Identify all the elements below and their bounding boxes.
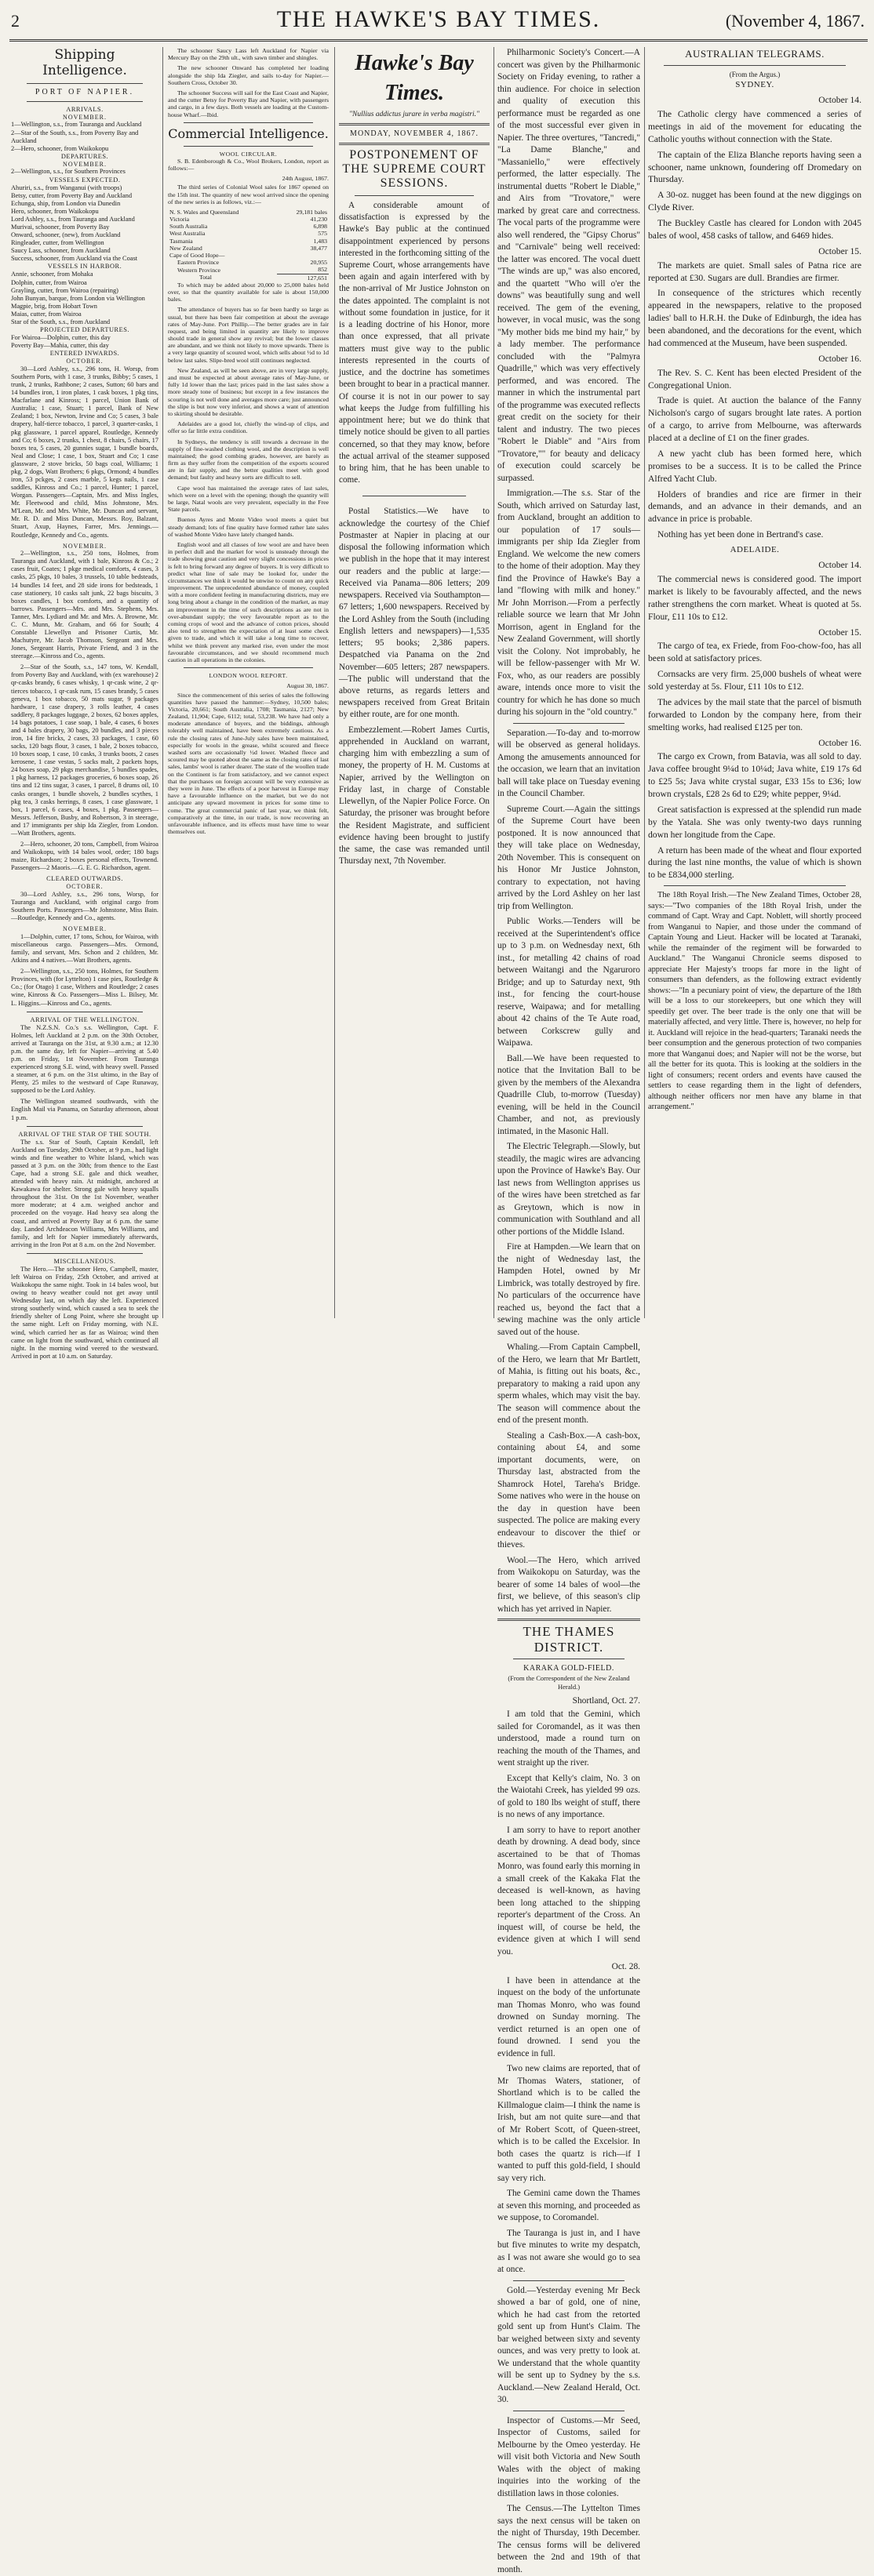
wool-paragraph: Cape wool has maintained the average rates of last sales, which were on a level with the opening; though the quantity will be large, Natal wools are very prevalent, especially in the Free State parcels. <box>168 484 329 514</box>
news-item: Philharmonic Society's Concert.—A concert was given by the Philharmonic Society on Friday evening, to rather a thin audience. For choice in selection and quality of execution this performance must be regarded as one of the most successful ever given in Napier. The three overtures, "Tancredi," "La Dame Blanche," and "Massaniello," were effectively performed, the latter especially. The instrumental duetts "Robert le Diable," and Airs from "Trovatore," were marked by great care and correctness. The vocal parts of the programme were also well rendered, the "Gipsy Chorus" and "Carnivale" being well received: the latter was encored. The vocal duett "The winds are up," was also encored, and the quartett "Who will o'er the downs" was beautifully sung and well received. The gem of the evening, however, in vocal music, was the song "My mother bids me bind my hair," by a lady member. The performance concluded with the "Palmyra Quadrille," which was very effectively performed, and was encored. The manner in which the instrumental part of the programme was executed reflects great credit on the society for their talent and industry. The two pieces "Robert le Diable" and "Airs from "Trovatore,"" for beauty and delicacy of execution could scarcely be surpassed. <box>497 48 640 483</box>
projected-line: For Wairoa—Dolphin, cutter, this day <box>11 334 111 342</box>
table-cell: 41,230 <box>310 216 327 223</box>
expected-heading: VESSELS EXPECTED. <box>49 176 121 183</box>
table-row <box>168 238 329 245</box>
sydney-heading: SYDNEY. <box>735 80 774 90</box>
section-title-shipping: Shipping Intelligence. <box>42 47 127 79</box>
adelaide-heading: ADELAIDE. <box>730 545 780 555</box>
column-telegrams <box>648 47 861 1318</box>
page-number: 2 <box>11 11 20 31</box>
cleared-paragraph: 30—Lord Ashley, s.s., 296 tons, Worsp, for Tauranga and Auckland, with original cargo from Southern Ports. Passengers—Mr Johnstone, Miss Bain.—Routledge, Kennedy and Co., agents. <box>11 891 158 922</box>
telegram-date: October 15. <box>818 627 861 638</box>
karaka-date: Shortland, Oct. 27. <box>572 1695 640 1706</box>
column-rule <box>162 47 163 1318</box>
telegram-item: The Buckley Castle has cleared for London with 2045 bales of wool, 458 casks of tallow, and 6469 hides. <box>648 218 861 241</box>
table-cell: West Australia <box>169 230 206 238</box>
arrival-star-text: The s.s. Star of South, Captain Kendall, left Auckland on Tuesday, 29th October, at 9 p.m., had light winds and fine weather to White Island, which was passed at 3 p.m. on the 30th; from thence to the East Cape, had a strong S.E. gale and thick weather, attended with heavy rain. At midnight, anchored at Kawakawa for shelter. Strong gale with heavy squalls throughout the 31st. On the 1st November, weather more moderate; at 4 a.m. weighed anchor and proceeded on the voyage. Had heavy sea along the coast, and arrived at Poverty Bay at 6 p.m. the same day. Landed Archdeacon Williams, Mrs Williams, and family, and left for Napier immediately afterwards, arriving in the Iron Pot at 8 a.m. on the 2nd November. <box>11 1138 158 1248</box>
table-cell <box>277 252 329 259</box>
telegram-item: The cargo of tea, ex Friede, from Foo-chow-foo, has all been sold at satisfactory prices. <box>648 641 861 664</box>
divider <box>27 1253 143 1254</box>
news-item: Public Works.—Tenders will be received at the Superintendent's office up to 3 p.m. on Wednesday next, 6th inst., for metalling 42 chains of road between Waitangi and the Ngaruroro Bridge; and up to Saturday next, 9th inst., for fencing the court-house reserve, Waipawa; and for metalling about 42 chains of the Te Aute road, between Corkscrew gully and Waipawa. <box>497 917 640 1048</box>
news-item: Immigration.—The s.s. Star of the South, which arrived on Saturday last, from Auckland, brought an addition to our population of 17 souls—immigrants per ship Ida Ziegler from England. We welcome the new comers to the home of their adoption. May they find the Province of Hawke's Bay a land "flowing with milk and honey." Mr John Morrison.—From a perfectly reliable source we learn that Mr John Morrison, agent in England for the New Zealand Government, will shortly visit the Colony. Not improbably, he will be fellow-passenger with Mr W. Fox, who, as our readers are possibly aware, intends once more to visit the country for which he has done so much during his sojourn in the "old country." <box>497 489 640 717</box>
telegram-date: October 14. <box>818 95 861 106</box>
projected-line: Poverty Bay—Mahia, cutter, this day <box>11 342 109 350</box>
entered-heading: ENTERED INWARDS. <box>49 350 120 358</box>
wool-paragraph: To which may be added about 20,000 to 25,000 bales held over, so that the quantity available for sale is about 150,000 bales. <box>168 281 329 303</box>
entered-paragraph: 2—Hero, schooner, 20 tons, Campbell, from Wairoa and Waikokopu, with 14 bales wool, order; 180 bags maize, Richardson; 2 boxes personal effects, Townend. Passengers—2 Maoris.—G. E. G. Richardson, agent. <box>11 841 158 872</box>
thames-district-heading: THE THAMES DISTRICT. <box>523 1624 615 1655</box>
telegram-item: The Rev. S. C. Kent has been elected President of the Congregational Union. <box>648 367 861 391</box>
table-cell: Eastern Province <box>177 259 220 267</box>
table-cell: 1,483 <box>313 237 327 245</box>
lead-article-heading: POSTPONEMENT OF THE SUPREME COURT SESSIONS. <box>342 147 486 191</box>
telegram-item: Great satisfaction is expressed at the splendid run made by the Yatala. She was only twenty-two days running down her longitude from the Cape. <box>648 804 861 840</box>
expected-line: Echunga, ship, from London via Dunedin <box>11 199 121 207</box>
harbor-heading: VESSELS IN HARBOR. <box>47 263 122 271</box>
telegram-item: In consequence of the strictures which recently appeared in the newspapers, relative to the proposed ladies' ball to H.R.H. the Duke of Edinburgh, the idea has been abandoned, and the decorations for the event, which had commenced at the Museum, have been suspended. <box>648 288 861 348</box>
arrival-wellington-heading: ARRIVAL OF THE WELLINGTON. <box>30 1016 140 1023</box>
entered-paragraph: 2—Wellington, s.s., 250 tons, Holmes, from Tauranga and Auckland, with 1 bale, Kinross & Co.; 2 cases fruit, Coates; 1 pkge medical comforts, 4 cases, 3 casks, 25 pkgs, 10 bales, 3 trussels, 10 table bedsteads, 14 bundles 14 feet, and 28 side irons for bedsteads, 1 case stationery, 10 casks salt junk, 22 bags biscuits, 3 boxes candles, 1 box comforts, and a quantity of barrows. Passengers—Mrs. and Mrs. Stephens, Mrs. Tanner, Mrs. Lydiard and Mr. and Mrs. A. Browne, Mr. C. C. Munn, Mr. Graham, and 66 for South; 4 Constable Llewellyn and Prisoner Curtis, Mr. Machutyre, Mr. Jacob Thomson, Sergeant and Mrs. Jones, Sergeant Harris, Private Friend, and 3 in the steerage.—Kinross and Co., agents. <box>11 550 158 660</box>
table-row <box>168 223 329 230</box>
cleared-month: OCTOBER. <box>66 883 104 891</box>
entered-paragraph: 30—Lord Ashley, s.s., 296 tons, H. Worsp, from Southern Ports, with 1 case, 3 trunks, Bibby; 5 cases, 1 trunk, 2 trunks, Rathbone; 2 cases, Sutton; 60 bars and 14 bundles iron, 1 iron plates, 1 cask boxes, 1 pkg tins, Macfarlane and Kinross; 1 parcel, Union Bank of Australia; 1 case, Stuart; 1 parcel, Bank of New Zealand; 1 box, Newton, Irvine and Co; 5 cases, 3 bale drapery, half-tierce tobacco, 1 parcel, 3 quarter-casks, 1 pkg glassware, 1 parcel apparel, Routledge, Kennedy and Co; 6 boxes, 2 trunks, 1 chest, 8 chairs, 5 chairs, 17 boxes tea, 5 cases, 20 gunnies sugar, 1 bundle boards, Neal and Close; 1 case, 1 box, Stuart and Co; 1 case glassware, 2 stove bricks, 50 bags coal, Williams; 1 pkg, 2 dogs, Watt Brothers; 6 pkgs, Ormond; 4 bundles iron, 53 pckges, 2 cases marble, 5 kegs nails, 1 case saddles, Kinross and Co.; 1 parcel, Hunter; 1 parcel, Worgan. Passengers—Captain, Mrs. and Miss Ingles, Mr. Fleetwood and child, Miss Johnstone, Mrs. M'Lean, Mr. and Mrs. White, Mr. Duncan and servant, Mr. R. D. and Miss Duncan, Messrs. Roy, Balzant, Stuart, Axup, Haynes, Farrer, Mrs. Jennings.—Routledge, Kennedy and Co., agents. <box>11 365 158 539</box>
cleared-month: NOVEMBER. <box>63 925 107 933</box>
wool-paragraph: Buenos Ayres and Monte Video wool meets a quiet but steady demand; lots of fine quality have formed rather late sales of washed Monte Video have lately changed hands. <box>168 516 329 538</box>
karaka-text: I am sorry to have to report another death by drowning. A dead body, since ascertained to be that of Thomas Monro, was found early this morning in a small creek of the Kakaka Flat the deceased is well-known, as having been long attached to the shipping reporter's department of the Cross. An inquest will, of course be held, the evidence given at which I will send you. <box>497 1825 640 1957</box>
news-item: Inspector of Customs.—Mr Seed, Inspector of Customs, sailed for Melbourne by the Omeo yesterday. He will visit both Victoria and New South Wales with the object of making inquiries into the working of the distillation laws in those colonies. <box>497 2415 640 2498</box>
news-item: Ball.—We have been requested to notice that the Invitation Ball to be given by the members of the Alexandra Quadrille Club, to-morrow (Tuesday) evening, will be held in the Council Chamber, and not, as previously intimated, in the Masonic Hall. <box>497 1053 640 1136</box>
wool-table <box>168 209 329 282</box>
expected-line: Hero, schooner, from Waikokopu <box>11 207 99 215</box>
wool-paragraph: Adelaides are a good lot, chiefly the wind-up of clips, and offer so far little extra condition. <box>168 420 329 435</box>
expected-line: Murivai, schooner, from Poverty Bay <box>11 223 110 231</box>
news-item: Whaling.—From Captain Campbell, of the Hero, we learn that Mr Bartlett, of Mahia, is fitting out his boats, &c., preparatory to making a raid upon any sperm whales, which may visit the bay. The season will commence about the end of the present month. <box>497 1342 640 1425</box>
harbor-line: Annie, schooner, from Mohaka <box>11 271 93 278</box>
divider <box>513 2280 625 2281</box>
table-row <box>168 252 329 259</box>
lead-article-text: A considerable amount of dissatisfaction is expressed by the Hawke's Bay public at the continued disappointment experienced by persons interested in the forthcoming sitting of the Supreme Court, whose arrangements have been again and again interfered with by the non-arrival of Mr Justice Johnston on the dates appointed. The complaint is not without some foundation in justice, for it is a leading doctrine of his Honor, more than once expressed, that all private matters must give way to the public interests represented in the courts of justice, and the doctrine has sometimes been brought to bear in a practical manner. Of course it is not in our power to say what keeps the Judge from fulfilling his appointment here; but we do think that timely notice should be given to all parties concerned, so that they may know, before the actual arrival of the steamer supposed to bring him, that he has been unable to come. <box>339 200 490 485</box>
arrival-wellington-text: The N.Z.S.N. Co.'s s.s. Wellington, Capt. F. Holmes, left Auckland at 2 p.m. on the 30th October, arrived at Tauranga on the 31st, at 9.30 a.m.; at 12.30 p.m. the same day, left for Napier—arriving at 5.40 p.m. on Friday, 1st November. From Tauranga experienced strong S.E. wind, with heavy swell. Passed a steamer, at 6 p.m. on the 31st ultimo, in the Bay of Plenty, 25 miles to the westward of Cape Runaway, supposed to be the Lord Ashley. <box>11 1023 158 1095</box>
table-cell: N. S. Wales and Queensland <box>169 208 239 216</box>
table-cell: Total <box>199 274 212 282</box>
column-rule <box>493 47 494 1318</box>
arrival-line: 2—Hero, schooner, from Waikokopu <box>11 144 109 152</box>
table-row <box>168 216 329 223</box>
expected-line: Lord Ashley, s.s., from Tauranga and Auckland <box>11 215 135 223</box>
karaka-date: Oct. 28. <box>611 1962 640 1972</box>
news-item: The Census.—The Lyttelton Times says the next census will be taken on the night of Thursday, 19th December. The census forms will be delivered between the 2nd and 19th of that month. <box>497 2504 640 2574</box>
shipping-note: The schooner Success will sail for the East Coast and Napier, and the cutter Betsy for Poverty Bay and Napier, with passengers and cargo, in a few days. Both vessels are loading at the Custom-house Wharf.—Ibid. <box>168 89 329 118</box>
table-cell: South Australia <box>169 223 208 231</box>
karaka-text: Except that Kelly's claim, No. 3 on the Waiotahi Creek, has yielded 99 ozs. of gold to 180 lbs weight of stuff, there is no news of any importance. <box>497 1773 640 1820</box>
column-rule <box>644 47 645 1318</box>
wool-paragraph: The attendance of buyers has so far been hardly so large as usual, but there has been fair competition at about the average rates of May-June. Port Phillip.—The better grades are in fair request, and being limited in quantity are likely to improve should trade in general show any revival; but the lower classes are abundant, and we think not likely to move upwards. There is a very large quantity of scoured wool, which sells about ½d to 1d below last sales. Slipe-bred wool still continues neglected. <box>168 306 329 364</box>
karaka-text: The Tauranga is just in, and I have but five minutes to write my despatch, as I was not aware she would go to sea at once. <box>497 2228 640 2275</box>
embezzlement-text: Embezzlement.—Robert James Curtis, apprehended in Auckland on warrant, charging him with embezzling a sum of money, the property of H. M. Customs at Napier, arrived by the Wellington on Friday last, in charge of Constable Llewellyn, of the Napier Police Force. On Saturday, the prisoner was brought before the Resident Magistrate, and sufficient evidence having been brought to justify the same, the case was remanded until Thursday next, 7th November. <box>339 725 490 867</box>
section-title-commercial: Commercial Intelligence. <box>168 125 329 141</box>
arrival-line: 2—Star of the South, s.s., from Poverty Bay and Auckland <box>11 129 139 144</box>
telegram-item: Holders of brandies and rice are firmer in their demands, and an advance in their demands, and an advance in price is probable. <box>648 489 861 525</box>
divider <box>497 1619 640 1621</box>
harbor-line: Maias, cutter, from Wairoa <box>11 310 82 318</box>
news-item: Fire at Hampden.—We learn that on the night of Wednesday last, the Hampden Hotel, owned by Mr Limbrick, was totally destroyed by fire. No particulars of the occurrence have reached us, beyond the fact that a sewing machine was the only article saved out of the house. <box>497 1242 640 1337</box>
harbor-line: Grayling, cutter, from Wairoa (repairing) <box>11 286 118 294</box>
masthead-motto: "Nullius addictus jurare in verba magistri." <box>349 111 479 119</box>
divider <box>27 83 143 84</box>
telegram-item: The cargo ex Crown, from Batavia, was all sold to day. Java coffee brought 9¼d to 10¼d; Java white, £19 17s 6d to £25 5s; Java white crystal sugar, £33 15s to £36; low brown crystals, £28 2s 6d to £29; white pepper, 9¼d. <box>648 751 861 799</box>
wool-paragraph: New Zealand, as will be seen above, are in very large supply, and must be expected at about average rates of May-June, or fully 1d lower than the last; prices paid in the last sales show a more steady tone of business; but except in a few instances the scouring is not well done and averages more care; just announced the slipe is but now very inferior, and shows a want of attention to skirting should be desirable. <box>168 366 329 417</box>
royal-irish-article: The 18th Royal Irish.—The New Zealand Times, October 28, says:—"Two companies of the 18th Royal Irish, under the command of Capt. Wray and Capt. Noblett, will shortly proceed from Wanganui to Napier, and those under the command of Captain Young and Lieut. Hacker will be located at Taranaki, while the remainder of the regiment will be forwarded to Auckland." The Wanganui Chronicle seems disposed to appreciate Her Majesty's troops far more in the light of consumers than defenders, as the following extract evidently shows:—"In a pecuniary point of view, the departure of the 18th will be a loss to our storekeepers, but one which they will speedily get over. The beer trade is the only one that will be materially affected, and very little. There is, however, no help for it. Auckland will rejoice in the head-quarters; Taranaki needs the beer consumption and the generous protection of two companies more that Wanganui does; and Napier will not be the worse, but all the better for its quota. This is looking at the soldiers in the light of consumers; recent orders and events have caused the settlers to cease regarding them in the light of defenders, although neither officers nor men have any blame in that arrangement." <box>648 891 861 1112</box>
karaka-heading: KARAKA GOLD-FIELD. <box>523 1664 614 1673</box>
expected-line: Success, schooner, from Auckland via the Coast <box>11 255 138 263</box>
column-editorial <box>339 47 490 1318</box>
wool-circular-source: S. B. Edenborough & Co., Wool Brokers, London, report as follows:— <box>168 157 329 172</box>
london-wool-report-date: August 30, 1867. <box>286 682 329 690</box>
postal-statistics-text: Postal Statistics.—We have to acknowledge the courtesy of the Chief Postmaster at Napier in placing at our disposal the following information which we publish in the hope that it may interest our readers and the public at large:—Received via Panama—806 letters; 209 newspapers. Received via Southampton—67 letters; 1,600 newspapers. Received by the Lord Ashley from the South (including English letters and newspapers)—1,535 letters; 95 books; 2,386 papers. Despatched via Panama on the 2nd November—605 letters; 287 newspapers.—The public will understand that the above returns, as regards letters and newspapers received from Great Britain by either route, are for one month. <box>339 507 490 720</box>
entered-paragraph: 2—Star of the South, s.s., 147 tons, W. Kendall, from Poverty Bay and Auckland, with (ex warehouse) 2 qr-casks brandy, 6 cases whisky, 1 qr-cask wine, 2 qr-tierces tobacco, 1 qr-cask rum, 15 cases brandy, 5 cases geneva, 1 box tobacco, 50 mats sugar, 9 packages hardware, 1 case drapery, 3 rolls leather, 4 cases saddlery, 8 packages luggage, 2 boxes, 62 boxes apples, 14 bags potatoes, 1 case soap, 1 bale, 4 cases, 6 boxes and 4 bales drapery, 30 bags, 20 bundles, and 3 pieces iron, 14 fire bricks, 2 cases, 33 packages, 1 case, 60 sacks, 120 bags flour, 3 cases, 1 bale, 2 boxes tobacco, 10 boxes soap, 1 case, 10 casks, 3 trunks boots, 2 cases kerosene, 1 case vestas, 5 sacks malt, 2 packets hops, 24 boxes soap, 29 pkgs merchandise, 5 bundles spades, 1 pkg harness, 12 packages groceries, 6 boxes soap, 26 tins and 12 tins sugar, 3 cases, 1 parcel, 8 drums oil, 10 casks oranges, 1 bundle shovels, 2 bundles scythes, 1 pkg tea, 3 casks herrings, 8 cases, 1 case glassware, 1 box, 1 parcel, 6 cases, 4 boxes, 1 pkg. Passengers—Messrs. Jefferson, Busby, and Robertson, 3 in steerage, and 17 immigrants per ship Ida Ziegler, from London.—Watt Brothers, agents. <box>11 663 158 837</box>
table-cell: New Zealand <box>169 244 202 252</box>
divider <box>27 101 143 102</box>
column-rule <box>334 47 335 1318</box>
cleared-heading: CLEARED OUTWARDS. <box>46 875 123 883</box>
telegram-item: A new yacht club has been formed here, which promises to be a success. It is to be called the Prince Alfred Yacht Club. <box>648 448 861 484</box>
telegrams-source: (From the Argus.) <box>729 70 781 78</box>
expected-line: Ahuriri, s.s., from Wanganui (with troops) <box>11 183 122 191</box>
telegram-date: October 16. <box>818 737 861 748</box>
telegram-date: October 15. <box>818 245 861 256</box>
miscellaneous-heading: MISCELLANEOUS. <box>53 1257 116 1265</box>
arrival-wellington-text: The Wellington steamed southwards, with the English Mail via Panama, on Saturday afternoon, about 1 p.m. <box>11 1098 158 1121</box>
telegram-item: The captain of the Eliza Blanche reports having seen a schooner, name unknown, foundering off Dromedary on Thursday. <box>648 149 861 185</box>
wool-circular-heading: WOOL CIRCULAR. <box>219 150 278 158</box>
telegram-item: A 30-oz. nugget has been found at the new diggings on Clyde River. <box>648 190 861 213</box>
table-cell: 575 <box>318 230 327 238</box>
editorial-dateline: MONDAY, NOVEMBER 4, 1867. <box>350 129 479 139</box>
wool-paragraph: In Sydneys, the tendency is still towards a decrease in the supply of fine-washed clothing wool, and the description is well maintained; the good combing grades, however, are barely as firm as they suffer from the competition of the exports scoured are in fair supply, and the better qualities meet with good demand; but faulty and heavy sorts are difficult to sell. <box>168 438 329 481</box>
masthead: Hawke's Bay Times. <box>355 51 474 106</box>
table-cell: 20,955 <box>310 259 327 267</box>
divider <box>339 143 490 145</box>
arrivals-heading: ARRIVALS. <box>66 105 104 113</box>
wool-circular-date: 24th August, 1867. <box>282 175 329 183</box>
telegram-item: The markets are quiet. Small sales of Patna rice are reported at £30. Sugars are dull. Brandies are firmer. <box>648 260 861 283</box>
london-wool-report-heading: LONDON WOOL REPORT. <box>209 672 288 680</box>
divider <box>184 667 313 668</box>
miscellaneous-text: The Hero.—The schooner Hero, Campbell, master, left Wairoa on Friday, 25th October, and arrived at Waikokopu the same night. Took in 14 bales wool, but owing to heavy weather could not get away until Wednesday last, on which day she left. Experienced strong southerly wind, which caused a sea to seek the friendly shelter of Long Point, where she brought up the same night. Left on Friday morning, with N.E. wind, which carried her as far as Wairoa; wind then came on light from the southward, which continued all night. In the morning wind veered to the westward. Arrived in port at 10 a.m. on Saturday. <box>11 1265 158 1360</box>
karaka-text: Two new claims are reported, that of Mr Thomas Waters, stationer, of Shortland which is to be called the Killmalogue claim—I think the name is Irish, but am not quite sure—and that of Mr Robert Scott, of Queen-street, which is to be called the Excelsior. In both cases the quartz is rich—if I wanted to puff this gold-field, I should say very rich. <box>497 2064 640 2183</box>
departures-heading: DEPARTURES. <box>60 152 109 160</box>
page-header <box>9 5 868 42</box>
news-item: Stealing a Cash-Box.—A cash-box, containing about £4, and some important documents, were, on Thursday last, abstracted from the Shamrock Hotel, Tareha's Bridge. Some natives who were in the house on the day in question have been suspected. The police are making every endeavour to discover the thief or thieves. <box>497 1430 640 1550</box>
london-wool-paragraph: Since the commencement of this series of sales the following quantities have passed the hammer:—Sydney, 10,500 bales; Victoria, 20,661; South Australia, 1708; Tasmania, 2127; New Zealand, 11,904; Cape, 6112; total, 53,238. We have had only a moderate attendance of buyers, and the biddings, although tolerably well maintained, have been extremely cautious. As a rule the closing rates of June-July sales have been maintained, especially for wools in the grease, whilst scoured and fleece washed sorts are occasionally ½d lower. Washed fleece and scoured may be quoted about the same as the closing rates of last sales, lambs' wool is rather dearer. The state of the woollen trade on the Continent is far from satisfactory, and we cannot expect that the purchases on foreign account will be very extensive as they were in June. The effects of a poor harvest in Europe may have a favourable influence on the market, but we do not anticipate any upward movement in prices for some time to come. The great commercial panic of last year, we think felt, comparatively at the time, in our trade, is now recovering an unfavourable influence, and its effects must have time to wear themselves out. <box>168 691 329 836</box>
table-cell: 852 <box>318 266 327 274</box>
shipping-note: The schooner Saucy Lass left Auckland for Napier via Mercury Bay on the 29th ult., with sawn timber and shingles. <box>168 47 329 62</box>
arrival-star-heading: ARRIVAL OF THE STAR OF THE SOUTH. <box>18 1130 151 1138</box>
table-cell: Victoria <box>169 216 190 223</box>
table-cell: Cape of Good Hope— <box>169 252 225 259</box>
entered-month: NOVEMBER. <box>63 542 107 550</box>
telegram-date: October 14. <box>818 560 861 571</box>
departures-month: NOVEMBER. <box>63 160 107 168</box>
telegrams-heading: AUSTRALIAN TELEGRAMS. <box>685 48 825 60</box>
harbor-line: Dolphin, cutter, from Wairoa <box>11 278 87 286</box>
harbor-line: Magpie, brig, from Hobart Town <box>11 302 97 310</box>
divider <box>664 65 846 66</box>
table-row <box>168 266 329 274</box>
news-item: Separation.—To-day and to-morrow will be observed as general holidays. Among the amusements announced for the occasion, we learn that an invitation ball will take place on Tuesday evening in the Council Chamber. <box>497 728 640 798</box>
departure-line: 2—Wellington, s.s., for Southern Provinces <box>11 168 126 176</box>
divider <box>664 885 846 886</box>
expected-line: Onward, schooner, (new), from Auckland <box>11 231 121 239</box>
table-cell: 38,477 <box>310 244 327 252</box>
table-row <box>168 259 329 266</box>
table-cell: Tasmania <box>169 237 193 245</box>
table-cell: 6,898 <box>313 223 327 231</box>
expected-line: Betsy, cutter, from Poverty Bay and Auckland <box>11 191 133 199</box>
telegram-item: The commercial news is considered good. The import market is likely to be favourably affected, and the news rather strengthens the corn market. Wheat is quoted at 5s. Flour, £11 10s to £12. <box>648 574 861 622</box>
column-shipping <box>11 47 158 1360</box>
table-row <box>168 230 329 237</box>
expected-line: Ringleader, cutter, from Wellington <box>11 239 104 247</box>
table-cell: 29,181 bales <box>296 208 327 216</box>
wool-paragraph: The third series of Colonial Wool sales for 1867 opened on the 15th inst. The quantity of new wool arrived since the opening of the new series is as follows, viz.:— <box>168 183 329 205</box>
table-cell: Western Province <box>177 266 221 274</box>
harbor-line: Star of the South, s.s., from Auckland <box>11 318 111 325</box>
newspaper-title: THE HAWKE'S BAY TIMES. <box>276 6 601 32</box>
table-total-row <box>168 274 329 282</box>
news-item: Wool.—The Hero, which arrived from Waikokopu on Saturday, was the bearer of some 14 bales of wool—the first, we believe, of this season's clip which has yet arrived in Napier. <box>497 1555 640 1614</box>
karaka-source: (From the Correspondent of the New Zealand Herald.) <box>508 1673 630 1691</box>
karaka-text: The Gemini came down the Thames at seven this morning, and proceeded as we suppose, to Coromandel. <box>497 2189 640 2223</box>
entered-month: OCTOBER. <box>66 358 104 365</box>
news-item: Supreme Court.—Again the sittings of the Supreme Court have been postponed. It is now announced that they will take place on Wednesday, 20th November. This is consequent on his Honor Mr Justice Johnston, contrary to expectation, not having arrived by the Lord Ashley on her last trip from Wellington. <box>497 804 640 911</box>
expected-line: Saucy Lass, schooner, from Auckland <box>11 247 111 255</box>
shipping-note: The new schooner Onward has completed her loading alongside the ship Ida Ziegler, and sails to-day for Napier.—Southern Cross, October 30. <box>168 64 329 86</box>
divider <box>339 123 490 125</box>
divider <box>184 122 313 123</box>
table-row <box>168 209 329 216</box>
karaka-text: I have been in attendance at the inquest on the body of the unfortunate man Thomas Monro, who was found drowned on Sunday morning. The verdict returned is an open one of found drowned. I send you the evidence in full. <box>497 1975 640 2058</box>
news-item: The Electric Telegraph.—Slowly, but steadily, the magic wires are advancing upon the Province of Hawke's Bay. Our last news from Wellington apprises us of the wires have been stretched as far as Greytown, which is now in communication with Southland and all other portions of the Middle Island. <box>497 1142 641 1237</box>
telegram-date: October 16. <box>818 353 861 364</box>
projected-heading: PROJECTED DEPARTURES. <box>40 326 129 333</box>
table-row <box>168 245 329 252</box>
telegram-item: Cornsacks are very firm. 25,000 bushels of wheat were sold yesterday at 5s. Flour, £11 10s to £12. <box>648 669 861 692</box>
wool-paragraph: English wool and all classes of low wool are and have been in perfect dull and the market for wool is unsteady through the trade showing great caution and very slight concessions in prices is felt to bring forward any degree of buyers. It is very difficult to predict what line of sale may be looked for, under the circumstances we think it would be unwise to count on any quick improvement. The unprecedented abundance of money, coupled with a more confident feeling in manufacturing districts, may ere long bring about a change in the condition of the market, as may an improvement in the time of such descriptions as are not in over-abundant supply; the very favourable report as to the coming crops of wool and the advance of cotton prices, should also tend to strengthen the expectation of at least some check given to trade, and which it will take a long time to recover, whilst we think prevent any marked rise, even under the most favourable circumstances, and we should recommend much caution in all operations in the colonies. <box>168 540 329 663</box>
telegram-item: The advices by the mail state that the parcel of bismuth forwarded to London by the company here, from their smelting works, had realised £125 per ton. <box>648 696 861 732</box>
divider <box>184 146 313 147</box>
table-cell: 127,651 <box>277 274 329 282</box>
divider <box>355 195 474 196</box>
telegram-item: The Catholic clergy have commenced a series of meetings in aid of the movement for educating the Catholic youths without connection with the State. <box>648 109 861 144</box>
issue-date: (November 4, 1867. <box>725 11 865 31</box>
news-item: Gold.—Yesterday evening Mr Beck showed a bar of gold, one of nine, which he had cast from the retorted gold sent up from Hunt's Claim. The bar weighed between sixty and seventy ounces, and was very pretty to look at. We understand that the whole quantity will be sent up to Sydney by the s.s. Auckland.—New Zealand Herald, Oct. 30. <box>497 2285 640 2405</box>
divider <box>27 1126 143 1127</box>
divider <box>513 723 625 724</box>
cleared-paragraph: 1—Dolphin, cutter, 17 tons, Schou, for Wairoa, with miscellaneous cargo. Passengers—Mrs. Ormond, family, and servant, Mrs. Schon and 2 children, Mr. Atkins and 4 natives.—Watt Brothers, agents. <box>11 932 158 965</box>
telegram-item: A return has been made of the wheat and flour exported during the last nine months, the value of which is shown to be £834,000 sterling. <box>648 845 861 881</box>
column-local-news <box>497 47 641 2574</box>
arrivals-month: NOVEMBER. <box>63 113 107 121</box>
port-heading: PORT OF NAPIER. <box>35 87 135 96</box>
column-commercial <box>168 47 329 1318</box>
karaka-text: I am told that the Gemini, which sailed for Coromandel, as it was then understood, made a round turn on reaching the mouth of the Thames, and went straight up the river. <box>497 1709 640 1768</box>
telegram-item: Nothing has yet been done in Bertrand's case. <box>657 529 824 540</box>
harbor-line: John Bunyan, barque, from London via Wellington <box>11 294 145 302</box>
arrival-line: 1—Wellington, s.s., from Tauranga and Auckland <box>11 121 142 129</box>
cleared-paragraph: 2—Wellington, s.s., 250 tons, Holmes, for Southern Provinces, with (for Lyttelton) 1 case pies, Routledge & Co.; (for Otago) 1 case, Withers and Routledge; 2 cases wine, Kinross & Co. Passengers—Miss L. Bilsey, Mr. L. Higgins.—Kinross and Co., agents. <box>11 968 158 1007</box>
telegram-item: Trade is quiet. At auction the balance of the Fanny Nicholson's cargo of sugars brought late rates. A portion of a cargo, to arrive from Melbourne, was afterwards placed at a decline of £1 on the finer grades. <box>648 395 861 444</box>
